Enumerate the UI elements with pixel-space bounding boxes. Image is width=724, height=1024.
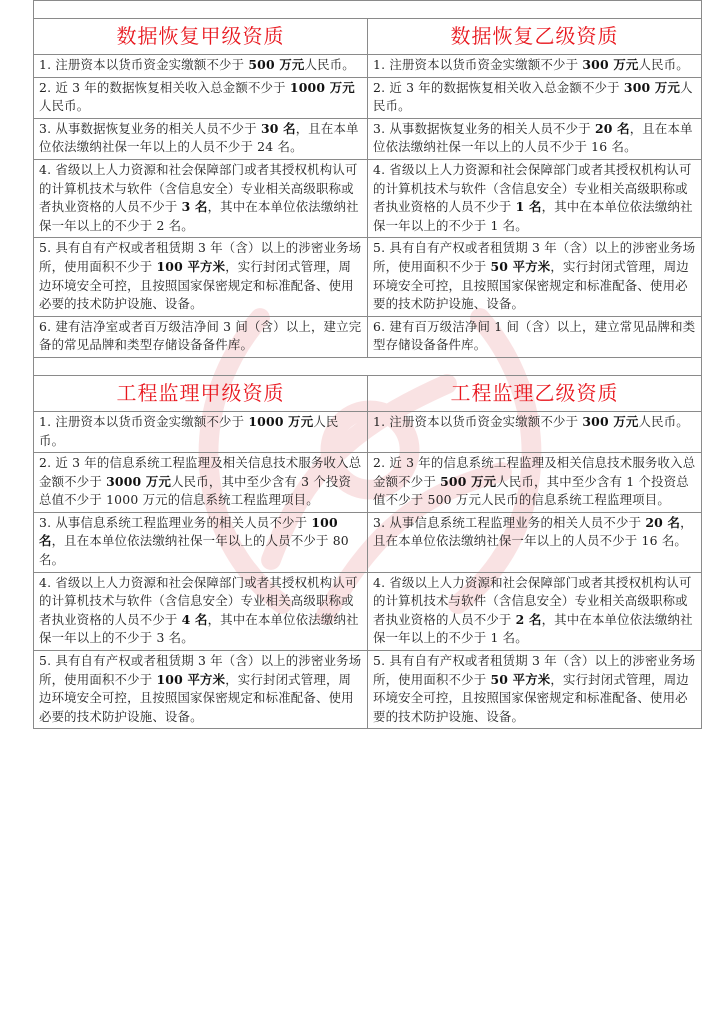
requirement-cell — [34, 512, 368, 572]
requirement-cell — [368, 512, 702, 572]
requirement-text: ，实行封闭式管理，周边环境安全可控，且按照国家保密规定和标准配备、使用必要的技术防护设施、设备。 — [373, 258, 689, 312]
qualification-title: 工程监理乙级资质 — [368, 375, 702, 411]
requirement-key-value: 3 名 — [181, 199, 208, 215]
requirement-text: 人民币。 — [373, 79, 693, 114]
requirement-text: 6. 建有洁净室或者百万级洁净间 3 间（含）以上，建立完备的常见品牌和类型存储设备备件库。 — [39, 318, 362, 353]
requirement-text: 人民币，其中至少含有 1 个投资总值不少于 500 万元人民币的信息系统工程监理项目。 — [373, 473, 689, 508]
requirement-cell — [368, 411, 702, 452]
requirement-text: ，其中在本单位依法缴纳社保一年以上的不少于 1 名。 — [373, 611, 693, 646]
requirement-text: ，实行封闭式管理，周边环境安全可控，且按照国家保密规定和标准配备、使用必要的技术防护设施、设备。 — [373, 671, 689, 724]
requirement-cell — [34, 238, 368, 316]
requirement-cell — [34, 159, 368, 237]
requirement-cell — [34, 453, 368, 513]
requirement-text: 2. 近 3 年的信息系统工程监理及相关信息技术服务收入总金额不少于 — [39, 455, 362, 489]
requirement-text: 4. 省级以上人力资源和社会保障部门或者其授权机构认可的计算机技术与软件（含信息安全）专业相关高级职称或者执业资格的人员不少于 — [39, 161, 358, 215]
requirement-key-value: 300 万元 — [623, 79, 681, 95]
requirement-text: 3. 从事信息系统工程监理业务的相关人员不少于 — [39, 514, 312, 530]
spacer-row — [34, 357, 702, 375]
requirement-cell — [368, 453, 702, 513]
requirement-text: 4. 省级以上人力资源和社会保障部门或者其授权机构认可的计算机技术与软件（含信息安全）专业相关高级职称或者执业资格的人员不少于 — [39, 574, 358, 627]
requirement-text: 3. 从事信息系统工程监理业务的相关人员不少于 — [373, 514, 646, 530]
requirement-cell — [34, 55, 368, 78]
requirement-cell — [34, 572, 368, 650]
requirement-cell — [34, 411, 368, 452]
requirement-key-value: 20 名 — [645, 514, 681, 530]
requirement-text: 4. 省级以上人力资源和社会保障部门或者其授权机构认可的计算机技术与软件（含信息安全）专业相关高级职称或者执业资格的人员不少于 — [373, 574, 692, 627]
requirement-cell — [368, 238, 702, 316]
qualification-title: 工程监理甲级资质 — [34, 375, 368, 411]
requirement-text: 3. 从事数据恢复业务的相关人员不少于 — [39, 120, 261, 136]
requirement-text: 人民币，其中至少含有 3 个投资总值不少于 1000 万元的信息系统工程监理项目。 — [39, 473, 352, 508]
requirement-cell — [34, 316, 368, 357]
requirement-text: 人民币。 — [638, 413, 689, 429]
requirement-row — [34, 512, 702, 572]
requirement-text: ，其中在本单位依法缴纳社保一年以上的不少于 3 名。 — [39, 611, 359, 646]
requirement-text: ，且在本单位依法缴纳社保一年以上的人员不少于 80 名。 — [39, 533, 349, 568]
requirement-text: 2. 近 3 年的数据恢复相关收入总金额不少于 — [39, 79, 290, 95]
requirement-row — [34, 118, 702, 159]
spacer-cell — [34, 357, 702, 375]
requirement-key-value: 1000 万元 — [289, 79, 355, 95]
requirement-cell — [34, 77, 368, 118]
requirement-text: ，其中在本单位依法缴纳社保一年以上的不少于 2 名。 — [39, 199, 359, 233]
requirement-cell — [368, 316, 702, 357]
section-header-row — [34, 19, 702, 55]
requirement-text: 5. 具有自有产权或者租赁期 3 年（含）以上的涉密业务场所，使用面积不少于 — [373, 240, 696, 274]
requirement-text: 2. 近 3 年的信息系统工程监理及相关信息技术服务收入总金额不少于 — [373, 455, 696, 489]
requirement-key-value: 50 平方米 — [490, 671, 551, 687]
requirement-key-value: 50 平方米 — [490, 258, 551, 274]
requirement-cell — [368, 159, 702, 237]
requirement-row — [34, 411, 702, 452]
requirement-text: 1. 注册资本以货币资金实缴额不少于 — [373, 413, 583, 429]
requirement-text: 1. 注册资本以货币资金实缴额不少于 — [373, 57, 583, 72]
requirement-cell — [368, 55, 702, 78]
requirement-text: ，且在本单位依法缴纳社保一年以上的人员不少于 16 名。 — [373, 120, 693, 155]
requirement-key-value: 300 万元 — [582, 413, 639, 429]
requirement-row — [34, 77, 702, 118]
requirement-row — [34, 238, 702, 316]
requirement-key-value: 30 名 — [260, 120, 296, 136]
section-header-row — [34, 375, 702, 411]
requirement-text: ，且在本单位依法缴纳社保一年以上的人员不少于 24 名。 — [39, 120, 359, 155]
requirement-text: 3. 从事数据恢复业务的相关人员不少于 — [373, 120, 595, 136]
requirement-row — [34, 651, 702, 729]
requirement-text: ，且在本单位依法缴纳社保一年以上的人员不少于 16 名。 — [373, 514, 693, 549]
requirement-text: 5. 具有自有产权或者租赁期 3 年（含）以上的涉密业务场所，使用面积不少于 — [39, 240, 362, 274]
spacer-cell — [34, 1, 702, 19]
requirement-cell — [368, 572, 702, 650]
requirement-key-value: 1 名 — [515, 199, 542, 215]
requirement-key-value: 100 平方米 — [156, 258, 226, 274]
requirement-text: 1. 注册资本以货币资金实缴额不少于 — [39, 413, 249, 429]
requirement-row — [34, 159, 702, 237]
qualification-document — [33, 0, 701, 729]
requirement-row — [34, 453, 702, 513]
requirement-text: ，实行封闭式管理，周边环境安全可控，且按照国家保密规定和标准配备、使用必要的技术防护设施、设备。 — [39, 671, 354, 724]
requirement-key-value: 2 名 — [515, 611, 542, 627]
requirement-key-value: 3000 万元 — [106, 473, 172, 489]
spacer-row — [34, 1, 702, 19]
requirement-cell — [368, 118, 702, 159]
requirement-row — [34, 55, 702, 78]
requirement-row — [34, 572, 702, 650]
qualification-table — [33, 0, 702, 729]
requirement-cell — [34, 118, 368, 159]
requirement-text: 2. 近 3 年的数据恢复相关收入总金额不少于 — [373, 79, 624, 95]
qualification-title: 数据恢复乙级资质 — [368, 19, 702, 55]
requirement-key-value: 4 名 — [181, 611, 208, 627]
requirement-key-value: 100 平方米 — [156, 671, 226, 687]
requirement-row — [34, 316, 702, 357]
requirement-key-value: 500 万元 — [248, 57, 305, 72]
requirement-text: 1. 注册资本以货币资金实缴额不少于 — [39, 57, 249, 72]
requirement-key-value: 500 万元 — [440, 473, 497, 489]
requirement-key-value: 100 名 — [39, 514, 338, 549]
requirement-text: 5. 具有自有产权或者租赁期 3 年（含）以上的涉密业务场所，使用面积不少于 — [39, 653, 362, 687]
qualification-title: 数据恢复甲级资质 — [34, 19, 368, 55]
requirement-key-value: 1000 万元 — [248, 413, 314, 429]
requirement-cell — [368, 651, 702, 729]
requirement-text: 5. 具有自有产权或者租赁期 3 年（含）以上的涉密业务场所，使用面积不少于 — [373, 653, 696, 687]
requirement-text: 人民币。 — [638, 57, 689, 72]
requirement-text: 人民币。 — [304, 57, 355, 72]
requirement-cell — [34, 651, 368, 729]
requirement-text: ，其中在本单位依法缴纳社保一年以上的不少于 1 名。 — [373, 199, 693, 233]
requirement-key-value: 20 名 — [594, 120, 630, 136]
requirement-text: 人民币。 — [39, 413, 339, 448]
requirement-text: 6. 建有百万级洁净间 1 间（含）以上，建立常见品牌和类型存储设备备件库。 — [373, 318, 696, 353]
requirement-text: ，实行封闭式管理，周边环境安全可控，且按照国家保密规定和标准配备、使用必要的技术防护设施、设备。 — [39, 258, 354, 312]
requirement-text: 人民币。 — [39, 98, 90, 114]
requirement-key-value: 300 万元 — [582, 57, 639, 72]
requirement-text: 4. 省级以上人力资源和社会保障部门或者其授权机构认可的计算机技术与软件（含信息安全）专业相关高级职称或者执业资格的人员不少于 — [373, 161, 692, 215]
requirement-cell — [368, 77, 702, 118]
